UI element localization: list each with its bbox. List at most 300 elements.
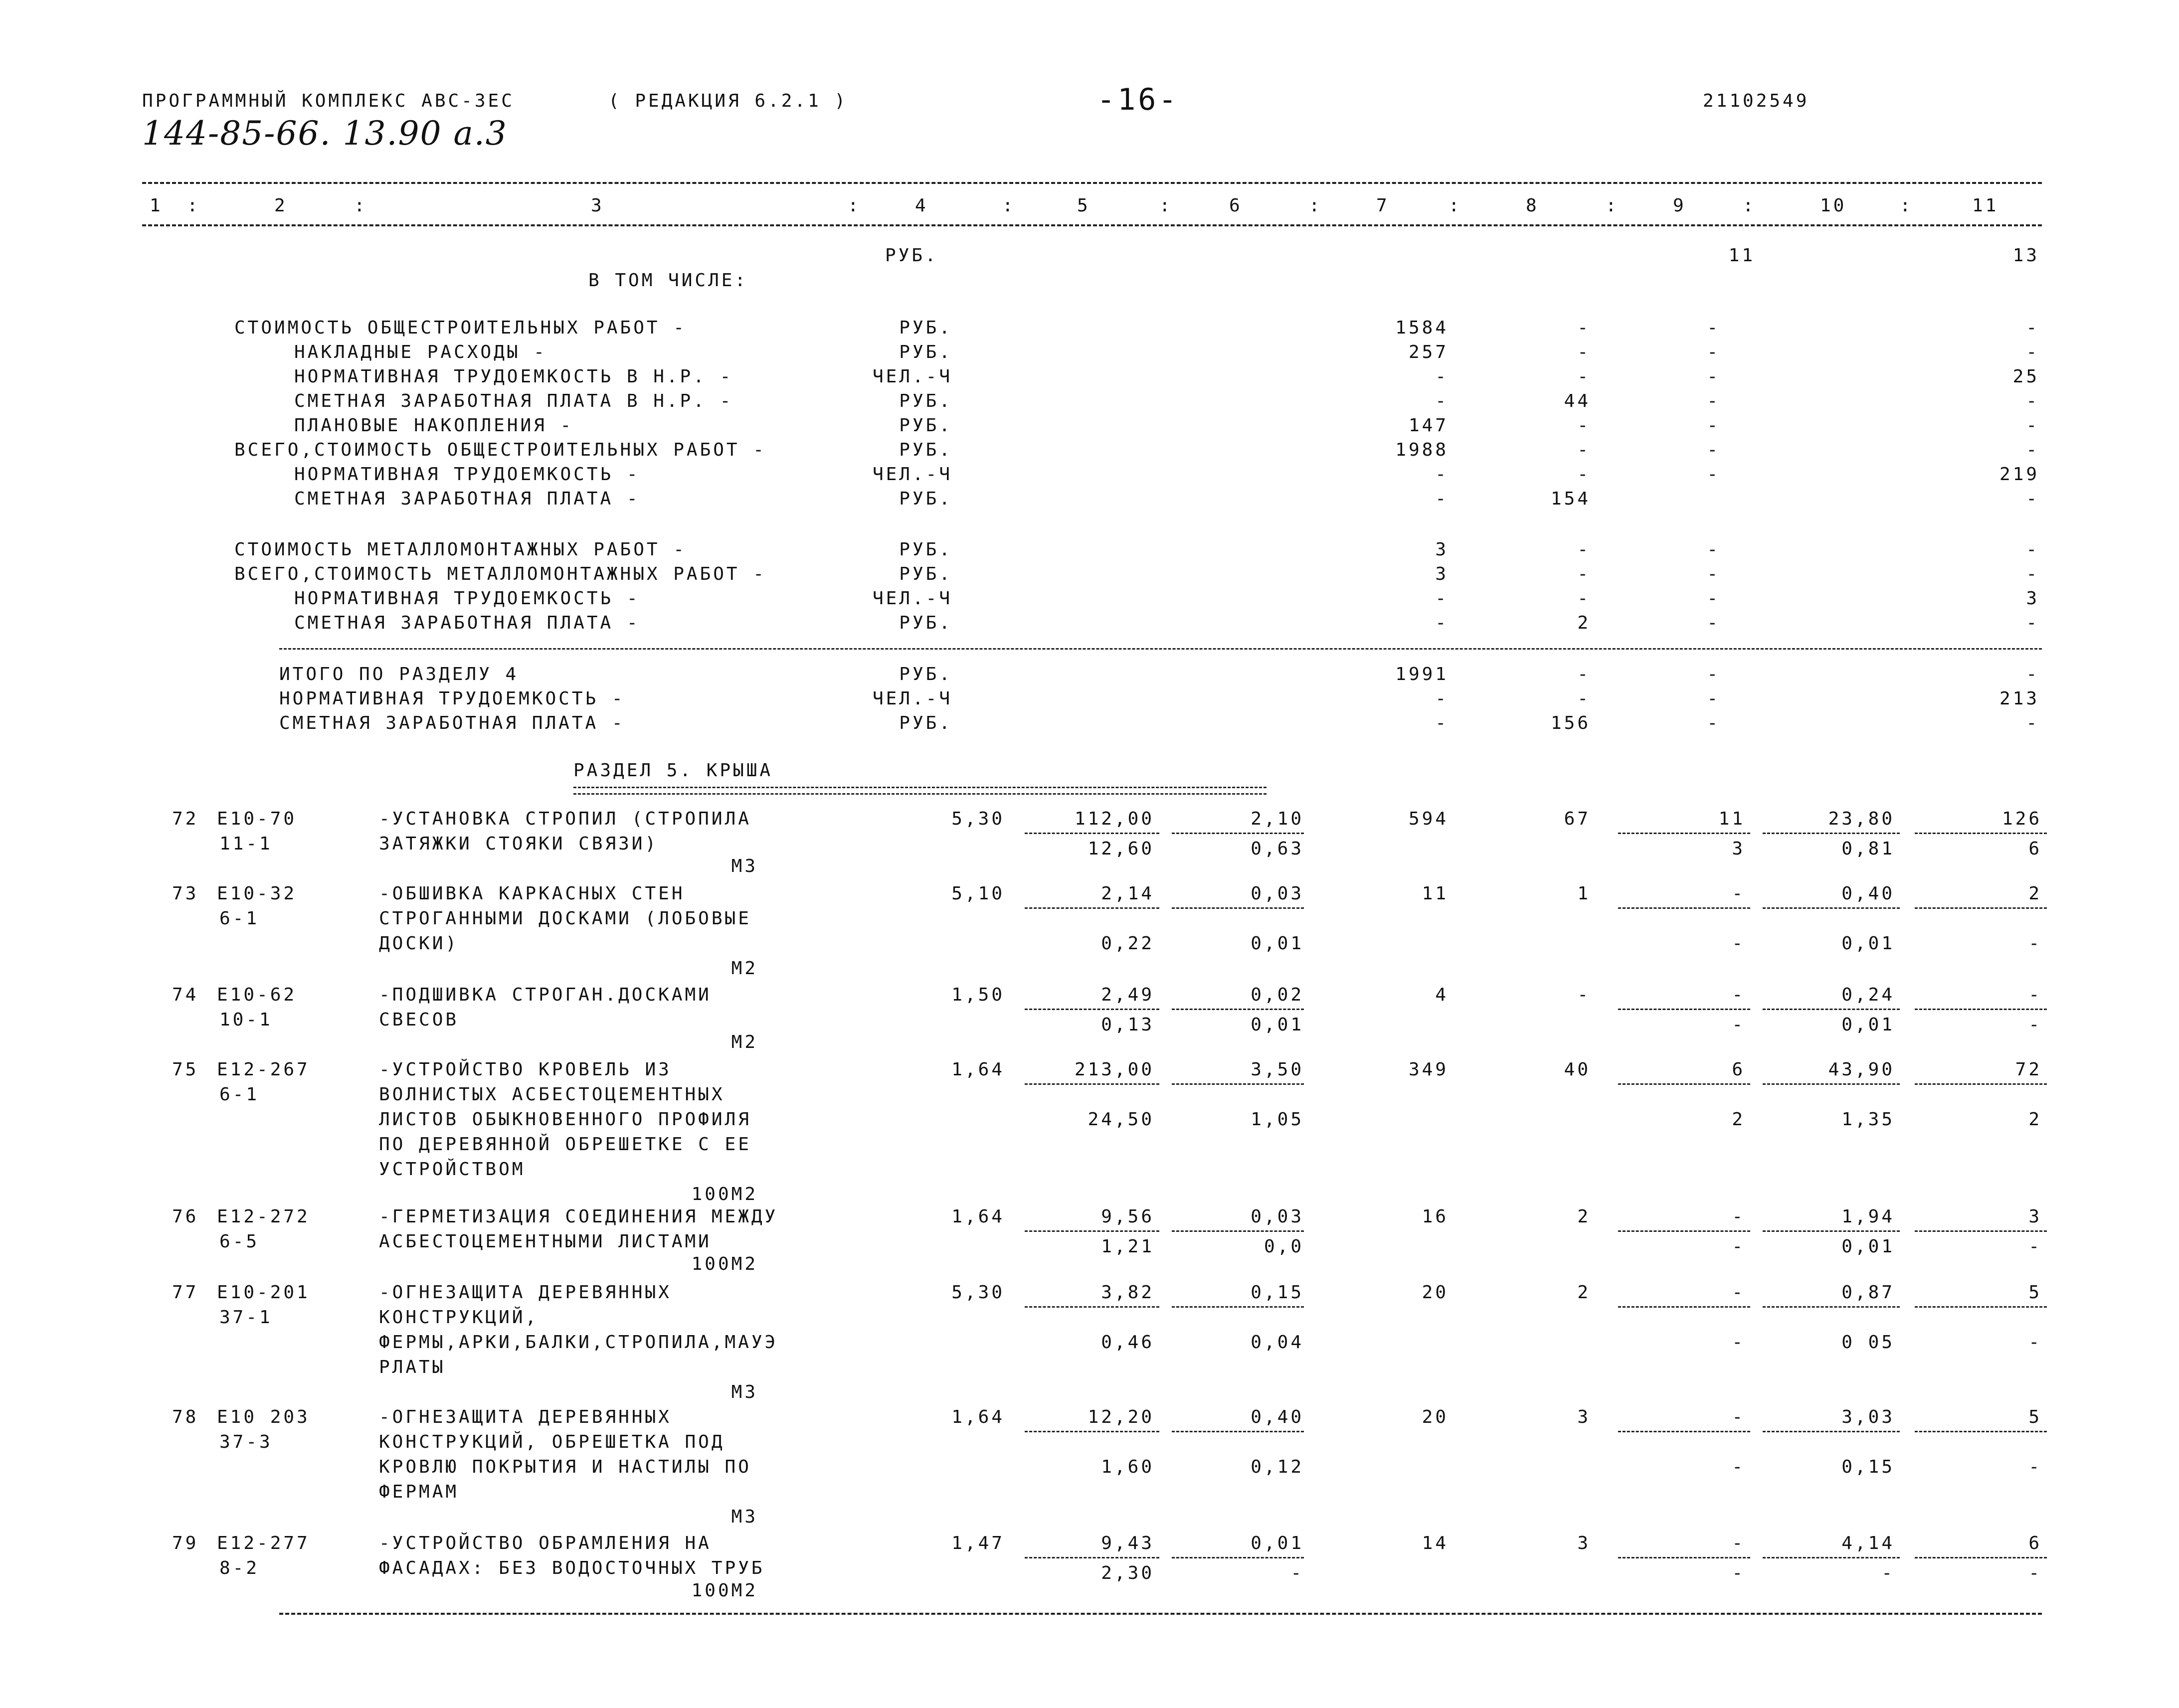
summary-unit: РУБ. (899, 539, 952, 560)
item-subcode: 6-1 (219, 1084, 260, 1105)
item-c11: 3 (2028, 1206, 2042, 1227)
item-c5b: 2,30 (1101, 1563, 1154, 1583)
summary-unit: ЧЕЛ.-Ч (872, 588, 952, 609)
summary-c7: - (1435, 489, 1449, 509)
summary-label: НОРМАТИВНАЯ ТРУДОЕМКОСТЬ - (294, 588, 640, 609)
item-c11b: - (2028, 1332, 2042, 1353)
item-c6b: 0,01 (1251, 933, 1304, 954)
item-c9b: 2 (1732, 1109, 1745, 1130)
summary-unit: РУБ. (899, 342, 952, 362)
header-rule-top (142, 182, 2042, 184)
item-c8: 3 (1577, 1533, 1591, 1553)
column-number: : (1606, 195, 1619, 216)
header-rule-bottom (142, 224, 2042, 226)
item-c9: - (1732, 1282, 1745, 1303)
summary-c11: - (2026, 613, 2039, 633)
summary-unit: РУБ. (899, 391, 952, 411)
item-c9b: - (1732, 1015, 1745, 1035)
item-description: КОНСТРУКЦИЙ, (379, 1307, 539, 1328)
item-code: Е10-32 (217, 883, 297, 904)
item-rule-c5 (1025, 1230, 1159, 1232)
summary-c8: - (1577, 318, 1591, 338)
item-c11b: - (2028, 1236, 2042, 1257)
summary-label: СМЕТНАЯ ЗАРАБОТНАЯ ПЛАТА В Н.Р. - (294, 391, 733, 411)
summary-c7: 3 (1435, 564, 1449, 584)
item-c5: 9,43 (1101, 1533, 1154, 1553)
item-rule-c11 (1915, 1557, 2047, 1558)
summary-c11: - (2026, 713, 2039, 733)
item-c10b: 0,01 (1841, 1015, 1895, 1035)
item-c9: - (1732, 883, 1745, 904)
item-c10b: 0,01 (1841, 1236, 1895, 1257)
item-rule-c11 (1915, 1306, 2047, 1308)
item-rule-c6 (1172, 1230, 1304, 1232)
item-rule-c5 (1025, 833, 1159, 834)
column-number: 11 (1972, 195, 1999, 216)
summary-label: НОРМАТИВНАЯ ТРУДОЕМКОСТЬ В Н.Р. - (294, 366, 733, 387)
summary-label: ВСЕГО,СТОИМОСТЬ МЕТАЛЛОМОНТАЖНЫХ РАБОТ - (234, 564, 766, 584)
item-c7: 20 (1422, 1282, 1449, 1303)
summary-c7: - (1435, 613, 1449, 633)
item-description: -УСТРОЙСТВО КРОВЕЛЬ ИЗ (379, 1059, 672, 1080)
column-number: 2 (274, 195, 288, 216)
item-rule-c5 (1025, 1306, 1159, 1308)
item-rule-c6 (1172, 833, 1304, 834)
item-c6b: 0,01 (1251, 1015, 1304, 1035)
item-rule-c6 (1172, 1431, 1304, 1432)
item-rule-c5 (1025, 1431, 1159, 1432)
item-number: 75 (172, 1059, 199, 1080)
summary-label: НАКЛАДНЫЕ РАСХОДЫ - (294, 342, 547, 362)
item-c9b: - (1732, 1332, 1745, 1353)
item-rule-c10 (1763, 1009, 1900, 1010)
summary-c11: - (2026, 391, 2039, 411)
summary-c11: - (2026, 564, 2039, 584)
item-c11: 126 (2001, 809, 2042, 829)
item-rule-c10 (1763, 1431, 1900, 1432)
item-number: 77 (172, 1282, 199, 1303)
item-rule-c9 (1618, 1009, 1750, 1010)
item-qty: 1,50 (951, 985, 1005, 1005)
item-qty: 1,64 (951, 1206, 1005, 1227)
summary-c9: - (1707, 342, 1720, 362)
summary-c8: - (1577, 539, 1591, 560)
item-rule-c11 (1915, 1431, 2047, 1432)
item-unit: М3 (731, 856, 758, 876)
summary-unit: РУБ. (899, 415, 952, 436)
item-rule-c5 (1025, 1557, 1159, 1558)
item-c6: 0,03 (1251, 883, 1304, 904)
item-c7: 594 (1408, 809, 1449, 829)
item-c5b: 0,46 (1101, 1332, 1154, 1353)
item-rule-c5 (1025, 907, 1159, 909)
summary-label: СМЕТНАЯ ЗАРАБОТНАЯ ПЛАТА - (294, 489, 640, 509)
document-code: 21102549 (1703, 91, 1810, 111)
item-c9b: - (1732, 1457, 1745, 1477)
item-qty: 1,64 (951, 1407, 1005, 1427)
item-c10: 4,14 (1841, 1533, 1895, 1553)
summary-c9: - (1707, 366, 1720, 387)
item-rule-c11 (1915, 833, 2047, 834)
item-description: СТРОГАННЫМИ ДОСКАМИ (ЛОБОВЫЕ (379, 908, 751, 929)
item-c7: 16 (1422, 1206, 1449, 1227)
item-c5b: 0,13 (1101, 1015, 1154, 1035)
item-c8: 67 (1564, 809, 1591, 829)
summary-c7: - (1435, 688, 1449, 709)
item-qty: 1,64 (951, 1059, 1005, 1080)
item-description: -ГЕРМЕТИЗАЦИЯ СОЕДИНЕНИЯ МЕЖДУ (379, 1206, 778, 1227)
summary-c7: 1988 (1395, 440, 1449, 460)
item-unit: М2 (731, 958, 758, 979)
summary-c8: 2 (1577, 613, 1591, 633)
item-code: Е12-267 (217, 1059, 310, 1080)
carry-unit: РУБ. (885, 245, 938, 266)
item-code: Е10-201 (217, 1282, 310, 1303)
item-c7: 4 (1435, 985, 1449, 1005)
item-number: 79 (172, 1533, 199, 1553)
summary-c7: 147 (1408, 415, 1449, 436)
item-c5: 213,00 (1074, 1059, 1154, 1080)
summary-c8: - (1577, 688, 1591, 709)
summary-c8: - (1577, 342, 1591, 362)
item-subcode: 8-2 (219, 1558, 260, 1578)
summary-label: СТОИМОСТЬ ОБЩЕСТРОИТЕЛЬНЫХ РАБОТ - (234, 318, 687, 338)
item-c7: 20 (1422, 1407, 1449, 1427)
column-number: : (1309, 195, 1322, 216)
summary-c7: - (1435, 713, 1449, 733)
item-c10: 23,80 (1828, 809, 1895, 829)
item-c8: 40 (1564, 1059, 1591, 1080)
including-label: В ТОМ ЧИСЛЕ: (588, 270, 748, 291)
item-subcode: 6-5 (219, 1231, 260, 1252)
item-subcode: 10-1 (219, 1010, 273, 1030)
item-unit: 100М2 (691, 1580, 758, 1601)
item-description: ФЕРМЫ,АРКИ,БАЛКИ,СТРОПИЛА,МАУЭ (379, 1332, 778, 1353)
summary-c8: - (1577, 366, 1591, 387)
summary-c11: - (2026, 342, 2039, 362)
summary-unit: ЧЕЛ.-Ч (872, 688, 952, 709)
item-c11: 5 (2028, 1282, 2042, 1303)
item-c7: 11 (1422, 883, 1449, 904)
item-subcode: 37-3 (219, 1432, 273, 1452)
summary-unit: ЧЕЛ.-Ч (872, 464, 952, 485)
summary-c7: 3 (1435, 539, 1449, 560)
item-c11: - (2028, 985, 2042, 1005)
summary-label: ВСЕГО,СТОИМОСТЬ ОБЩЕСТРОИТЕЛЬНЫХ РАБОТ - (234, 440, 766, 460)
item-description: ФАСАДАХ: БЕЗ ВОДОСТОЧНЫХ ТРУБ (379, 1558, 765, 1578)
item-rule-c6 (1172, 1557, 1304, 1558)
item-qty: 5,30 (951, 1282, 1005, 1303)
item-description: -ОГНЕЗАЩИТА ДЕРЕВЯННЫХ (379, 1282, 672, 1303)
item-rule-c9 (1618, 1306, 1750, 1308)
item-c11b: 6 (2028, 839, 2042, 859)
column-number: : (1159, 195, 1173, 216)
item-rule-c10 (1763, 833, 1900, 834)
summary-c8: - (1577, 415, 1591, 436)
item-c6: 3,50 (1251, 1059, 1304, 1080)
item-c9: - (1732, 1533, 1745, 1553)
item-rule-c11 (1915, 1230, 2047, 1232)
item-description: -ОБШИВКА КАРКАСНЫХ СТЕН (379, 883, 685, 904)
summary-label: СТОИМОСТЬ МЕТАЛЛОМОНТАЖНЫХ РАБОТ - (234, 539, 687, 560)
handwritten-reference: 144-85-66. 13.90 a.3 (142, 114, 508, 153)
item-c9b: 3 (1732, 839, 1745, 859)
program-name: ПРОГРАММНЫЙ КОМПЛЕКС АВС-ЗЕС (142, 91, 515, 111)
item-rule-c10 (1763, 1083, 1900, 1085)
item-description: АСБЕСТОЦЕМЕНТНЫМИ ЛИСТАМИ (379, 1231, 712, 1252)
item-rule-c10 (1763, 1306, 1900, 1308)
item-subcode: 11-1 (219, 834, 273, 854)
item-c9: - (1732, 1206, 1745, 1227)
item-c11b: - (2028, 1563, 2042, 1583)
column-number: 4 (915, 195, 928, 216)
item-code: Е12-272 (217, 1206, 310, 1227)
summary-c11: - (2026, 539, 2039, 560)
item-rule-c11 (1915, 1083, 2047, 1085)
summary-c11: 25 (2012, 366, 2039, 387)
item-c6b: 0,63 (1251, 839, 1304, 859)
summary-c8: - (1577, 564, 1591, 584)
carry-c11: 13 (2012, 245, 2039, 266)
summary-c11: - (2026, 318, 2039, 338)
item-c10b: - (1881, 1563, 1895, 1583)
summary-c7: 1991 (1395, 664, 1449, 684)
item-c6b: 0,0 (1264, 1236, 1304, 1257)
item-c6b: - (1290, 1563, 1304, 1583)
summary-c11: 219 (1999, 464, 2039, 485)
item-c7: 14 (1422, 1533, 1449, 1553)
summary-c9: - (1707, 713, 1720, 733)
item-c5b: 1,21 (1101, 1236, 1154, 1257)
item-c11: 6 (2028, 1533, 2042, 1553)
item-description: ЗАТЯЖКИ СТОЯКИ СВЯЗИ) (379, 834, 659, 854)
section-title: РАЗДЕЛ 5. КРЫША (573, 760, 773, 781)
item-c7: 349 (1408, 1059, 1449, 1080)
item-c5b: 12,60 (1088, 839, 1154, 859)
item-description: УСТРОЙСТВОМ (379, 1159, 526, 1180)
item-description: ЛИСТОВ ОБЫКНОВЕННОГО ПРОФИЛЯ (379, 1109, 751, 1130)
item-description: СВЕСОВ (379, 1010, 459, 1030)
item-c9b: - (1732, 933, 1745, 954)
summary-c11: - (2026, 440, 2039, 460)
item-code: Е12-277 (217, 1533, 310, 1553)
item-rule-c10 (1763, 1230, 1900, 1232)
summary-c8: - (1577, 440, 1591, 460)
item-c9b: - (1732, 1236, 1745, 1257)
summary-label: СМЕТНАЯ ЗАРАБОТНАЯ ПЛАТА - (294, 613, 640, 633)
item-unit: 100М2 (691, 1254, 758, 1274)
column-number: 1 (150, 195, 163, 216)
item-c6b: 1,05 (1251, 1109, 1304, 1130)
summary-c7: - (1435, 366, 1449, 387)
item-description: КОНСТРУКЦИЙ, ОБРЕШЕТКА ПОД (379, 1432, 725, 1452)
summary-unit: РУБ. (899, 664, 952, 684)
item-rule-c9 (1618, 1230, 1750, 1232)
summary-c11: - (2026, 415, 2039, 436)
column-number: 9 (1673, 195, 1686, 216)
item-rule-c6 (1172, 1083, 1304, 1085)
summary-c9: - (1707, 588, 1720, 609)
item-description: -ОГНЕЗАЩИТА ДЕРЕВЯННЫХ (379, 1407, 672, 1427)
item-c8: - (1577, 985, 1591, 1005)
item-c9: - (1732, 985, 1745, 1005)
item-number: 78 (172, 1407, 199, 1427)
item-c11b: 2 (2028, 1109, 2042, 1130)
item-c10: 0,87 (1841, 1282, 1895, 1303)
column-number: : (1900, 195, 1913, 216)
summary-unit: РУБ. (899, 440, 952, 460)
column-number: : (1002, 195, 1016, 216)
item-c11: 2 (2028, 883, 2042, 904)
summary-c11: 3 (2026, 588, 2039, 609)
summary-c9: - (1707, 440, 1720, 460)
item-c5: 9,56 (1101, 1206, 1154, 1227)
item-description: -УСТРОЙСТВО ОБРАМЛЕНИЯ НА (379, 1533, 712, 1553)
section-total-rule (279, 648, 2042, 650)
summary-c7: - (1435, 464, 1449, 485)
item-c10b: 0,81 (1841, 839, 1895, 859)
item-c10: 0,40 (1841, 883, 1895, 904)
item-c10b: 0 05 (1841, 1332, 1895, 1353)
item-c5b: 24,50 (1088, 1109, 1154, 1130)
item-c5b: 1,60 (1101, 1457, 1154, 1477)
item-c11: 72 (2015, 1059, 2042, 1080)
item-description: ПО ДЕРЕВЯННОЙ ОБРЕШЕТКЕ С ЕЕ (379, 1134, 751, 1155)
item-unit: М3 (731, 1382, 758, 1402)
column-number: 6 (1229, 195, 1243, 216)
item-c6: 0,40 (1251, 1407, 1304, 1427)
item-unit: М3 (731, 1507, 758, 1527)
summary-unit: ЧЕЛ.-Ч (872, 366, 952, 387)
page-number: -16- (1097, 82, 1179, 117)
item-c8: 1 (1577, 883, 1591, 904)
summary-c8: 154 (1550, 489, 1591, 509)
summary-c7: - (1435, 391, 1449, 411)
summary-c8: - (1577, 588, 1591, 609)
footer-rule (279, 1613, 2042, 1615)
summary-unit: РУБ. (899, 564, 952, 584)
item-c8: 2 (1577, 1282, 1591, 1303)
summary-label: НОРМАТИВНАЯ ТРУДОЕМКОСТЬ - (294, 464, 640, 485)
summary-c9: - (1707, 464, 1720, 485)
item-number: 73 (172, 883, 199, 904)
item-rule-c9 (1618, 1431, 1750, 1432)
summary-unit: РУБ. (899, 489, 952, 509)
item-c10b: 1,35 (1841, 1109, 1895, 1130)
item-subcode: 6-1 (219, 908, 260, 929)
summary-unit: РУБ. (899, 713, 952, 733)
item-c5: 112,00 (1074, 809, 1154, 829)
item-description: ВОЛНИСТЫХ АСБЕСТОЦЕМЕНТНЫХ (379, 1084, 725, 1105)
item-c8: 3 (1577, 1407, 1591, 1427)
item-number: 74 (172, 985, 199, 1005)
column-number: 3 (591, 195, 604, 216)
item-rule-c10 (1763, 1557, 1900, 1558)
summary-c9: - (1707, 391, 1720, 411)
item-number: 76 (172, 1206, 199, 1227)
item-rule-c9 (1618, 1557, 1750, 1558)
item-code: Е10-70 (217, 809, 297, 829)
summary-label: НОРМАТИВНАЯ ТРУДОЕМКОСТЬ - (279, 688, 625, 709)
item-description: -ПОДШИВКА СТРОГАН.ДОСКАМИ (379, 985, 712, 1005)
item-c5b: 0,22 (1101, 933, 1154, 954)
item-c9b: - (1732, 1563, 1745, 1583)
item-unit: 100М2 (691, 1184, 758, 1204)
item-subcode: 37-1 (219, 1307, 273, 1328)
summary-label: СМЕТНАЯ ЗАРАБОТНАЯ ПЛАТА - (279, 713, 625, 733)
item-c9: 6 (1732, 1059, 1745, 1080)
item-c10: 1,94 (1841, 1206, 1895, 1227)
item-c9: 11 (1718, 809, 1745, 829)
summary-c9: - (1707, 415, 1720, 436)
item-code: Е10 203 (217, 1407, 310, 1427)
column-number: : (1743, 195, 1756, 216)
item-rule-c10 (1763, 907, 1900, 909)
item-rule-c5 (1025, 1083, 1159, 1085)
item-c8: 2 (1577, 1206, 1591, 1227)
item-c6: 0,15 (1251, 1282, 1304, 1303)
column-number: 10 (1820, 195, 1847, 216)
item-rule-c11 (1915, 907, 2047, 909)
item-description: ФЕРМАМ (379, 1482, 459, 1502)
summary-c7: - (1435, 588, 1449, 609)
column-number: : (848, 195, 861, 216)
summary-c11: 213 (1999, 688, 2039, 709)
summary-c9: - (1707, 318, 1720, 338)
summary-unit: РУБ. (899, 613, 952, 633)
item-qty: 5,30 (951, 809, 1005, 829)
summary-c9: - (1707, 664, 1720, 684)
edition: ( РЕДАКЦИЯ 6.2.1 ) (608, 91, 848, 111)
item-c9: - (1732, 1407, 1745, 1427)
item-c11: 5 (2028, 1407, 2042, 1427)
column-number: : (1449, 195, 1462, 216)
column-number: 8 (1526, 195, 1539, 216)
summary-c11: - (2026, 489, 2039, 509)
item-description: КРОВЛЮ ПОКРЫТИЯ И НАСТИЛЫ ПО (379, 1457, 751, 1477)
summary-c8: 44 (1564, 391, 1591, 411)
summary-c8: - (1577, 464, 1591, 485)
item-c11b: - (2028, 1015, 2042, 1035)
column-number: 7 (1376, 195, 1390, 216)
summary-c9: - (1707, 564, 1720, 584)
column-number: : (187, 195, 200, 216)
item-rule-c9 (1618, 833, 1750, 834)
item-c5: 3,82 (1101, 1282, 1154, 1303)
item-c10: 0,24 (1841, 985, 1895, 1005)
summary-c7: 1584 (1395, 318, 1449, 338)
item-c10b: 0,15 (1841, 1457, 1895, 1477)
item-c10: 3,03 (1841, 1407, 1895, 1427)
section-title-underline (573, 787, 1267, 795)
item-rule-c5 (1025, 1009, 1159, 1010)
item-rule-c9 (1618, 1083, 1750, 1085)
item-code: Е10-62 (217, 985, 297, 1005)
item-c6b: 0,04 (1251, 1332, 1304, 1353)
column-number: : (354, 195, 367, 216)
summary-c8: 156 (1550, 713, 1591, 733)
item-rule-c6 (1172, 1306, 1304, 1308)
item-qty: 5,10 (951, 883, 1005, 904)
item-rule-c11 (1915, 1009, 2047, 1010)
item-description: ДОСКИ) (379, 933, 459, 954)
item-c10: 43,90 (1828, 1059, 1895, 1080)
summary-label: ИТОГО ПО РАЗДЕЛУ 4 (279, 664, 519, 684)
item-c6: 0,01 (1251, 1533, 1304, 1553)
item-number: 72 (172, 809, 199, 829)
item-c10b: 0,01 (1841, 933, 1895, 954)
item-c6b: 0,12 (1251, 1457, 1304, 1477)
